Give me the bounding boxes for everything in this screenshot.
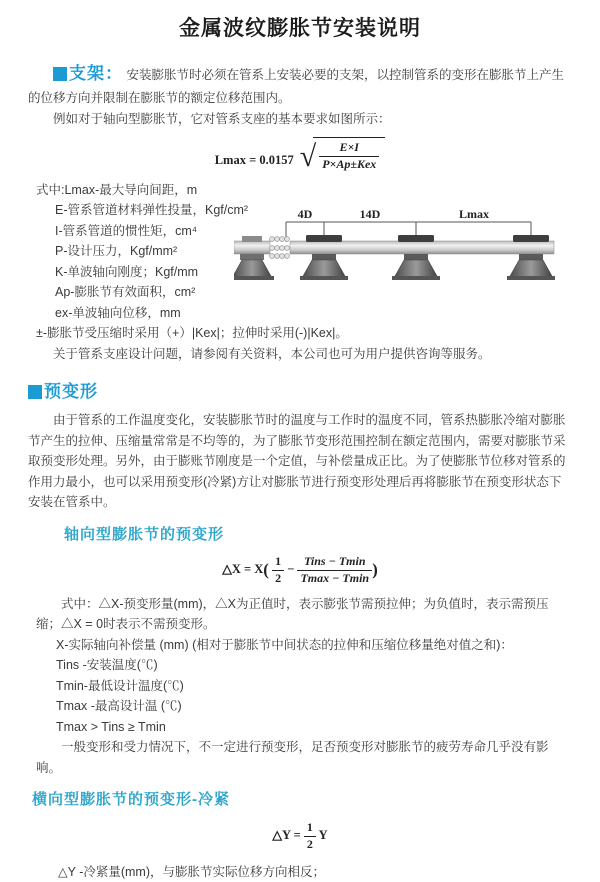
lateral-note: △Y -冷紧量(mm)，与膨胀节实际位移方向相反； bbox=[58, 864, 326, 879]
sqrt-sign-icon: √ bbox=[299, 140, 317, 174]
axial-formula-lhs: △X = X bbox=[222, 562, 264, 577]
lmax-formula-denominator: P×Ap±Kex bbox=[322, 157, 377, 172]
axial-note: 一般变形和受力情况下，不一定进行预变形，足否预变形对膨胀节的疲劳寿命几乎没有影响。 bbox=[36, 740, 549, 775]
close-paren: ) bbox=[372, 560, 378, 580]
blue-square-icon bbox=[28, 385, 42, 399]
one-half-fraction: $\frac{1}{2}$ bbox=[272, 555, 284, 586]
dim-label-4d: 4D bbox=[297, 207, 313, 221]
pipe-left-stub bbox=[234, 241, 270, 254]
definition-line: P-设计压力，Kgf/mm² bbox=[55, 244, 178, 259]
support-example-line: 例如对于轴向型膨胀节，它对管系支座的基本要求如图所示： bbox=[53, 111, 391, 126]
support-spacing-diagram bbox=[234, 208, 584, 304]
one-half-fraction: $\frac{1}{2}$ bbox=[304, 821, 316, 852]
lmax-formula bbox=[28, 137, 572, 172]
axial-predeform-formula bbox=[28, 555, 572, 586]
dim-label-lmax: Lmax bbox=[459, 207, 489, 221]
definition-line: I-管系管道的惯性矩，cm⁴ bbox=[55, 223, 198, 238]
support-intro-paragraph bbox=[28, 60, 572, 108]
axial-note: 式中：△X-预变形量(mm)，△X为正值时，表示膨张节需预拉伸；为负值时，表示需预压缩；△X = 0时表示不需预变形。 bbox=[36, 596, 549, 632]
pipe-support bbox=[300, 235, 348, 280]
definition-line: E-管系管道材料弹性投量，Kgf/cm² bbox=[55, 203, 249, 218]
bellows-icon bbox=[270, 237, 290, 259]
sqrt-radical bbox=[300, 137, 386, 172]
lateral-formula-lhs: △Y = bbox=[272, 828, 301, 843]
blue-square-icon bbox=[53, 67, 67, 81]
lateral-predeform-heading: 横向型膨胀节的预变形-冷紧 bbox=[32, 791, 230, 809]
definition-line: Ap-膨胀节有效面积，cm² bbox=[55, 285, 196, 300]
axial-note: Tmin-最低设计温度(℃) bbox=[56, 678, 184, 693]
definitions-and-diagram bbox=[28, 180, 572, 324]
pipe-support bbox=[507, 235, 555, 280]
consult-note: 关于管系支座设计问题，请参阅有关资料，本公司也可为用户提供咨询等服务。 bbox=[53, 346, 491, 361]
pipe-support bbox=[392, 235, 440, 280]
definition-line: K-单波轴向刚度；Kgf/mm bbox=[55, 264, 199, 279]
axial-predeform-heading: 轴向型膨胀节的预变形 bbox=[64, 525, 225, 543]
lmax-formula-numerator: E×I bbox=[319, 141, 379, 157]
dim-label-14d: 14D bbox=[359, 207, 381, 221]
temperature-fraction: $\frac{\text{Tins − Tmin}}{Tmax - Tmin}$ bbox=[297, 555, 372, 586]
axial-note: Tmax > Tins ≥ Tmin bbox=[56, 719, 166, 734]
predeform-paragraph: 由于管系的工作温度变化，安装膨胀节时的温度与工作时的温度不同，管系热膨胀冷缩对膨胀节产生的拉伸、压缩量常常是不均等的，为了膨胀节变形范围控制在额定范围内，需要对膨胀节采取预变形处理。另外，由于膨账节刚度是一个定值，与补偿量成正比。为了使膨胀节位移对管系的作用力最小，也可以采用预变形(冷紧)方让对膨胀节进行预变形处理后再将膨胀节在预变形状态下安装在管系中。 bbox=[28, 413, 566, 510]
section-heading-support: 支架： bbox=[69, 64, 123, 84]
pipe bbox=[290, 241, 554, 254]
open-paren: ( bbox=[263, 560, 269, 580]
axial-note: Tmax -最高设计温 (℃) bbox=[56, 699, 182, 714]
axial-note: Tins -安装温度(℃) bbox=[56, 658, 158, 673]
support-intro-text: 安装膨胀节时必须在管系上安装必要的支架，以控制管系的变形在膨胀节上产生的位移方向并限制在膨胀节的额定位移范围内。 bbox=[28, 68, 564, 106]
definition-line: 式中:Lmax-最大导向间距，m bbox=[36, 182, 198, 197]
page-title: 金属波纹膨胀节安装说明 bbox=[179, 17, 421, 40]
section-heading-predeform: 预变形 bbox=[44, 382, 98, 402]
lmax-formula-lhs: Lmax = 0.0157 bbox=[214, 153, 294, 168]
axial-notes bbox=[36, 594, 572, 779]
axial-note: X-实际轴向补偿量 (mm) (相对于膨胀节中间状态的拉伸和压缩位移量绝对值之和)： bbox=[56, 637, 513, 652]
plus-minus-note: ±-膨胀节受压缩时采用（+）|Kex|；拉伸时采用(-)|Kex|。 bbox=[36, 326, 348, 341]
minus-sign: − bbox=[287, 562, 295, 577]
section-heading-predeform-row bbox=[28, 378, 572, 406]
lateral-predeform-formula bbox=[28, 821, 572, 852]
lateral-formula-rhs: Y bbox=[318, 828, 328, 843]
definition-line: ex-单波轴向位移，mm bbox=[55, 305, 181, 320]
